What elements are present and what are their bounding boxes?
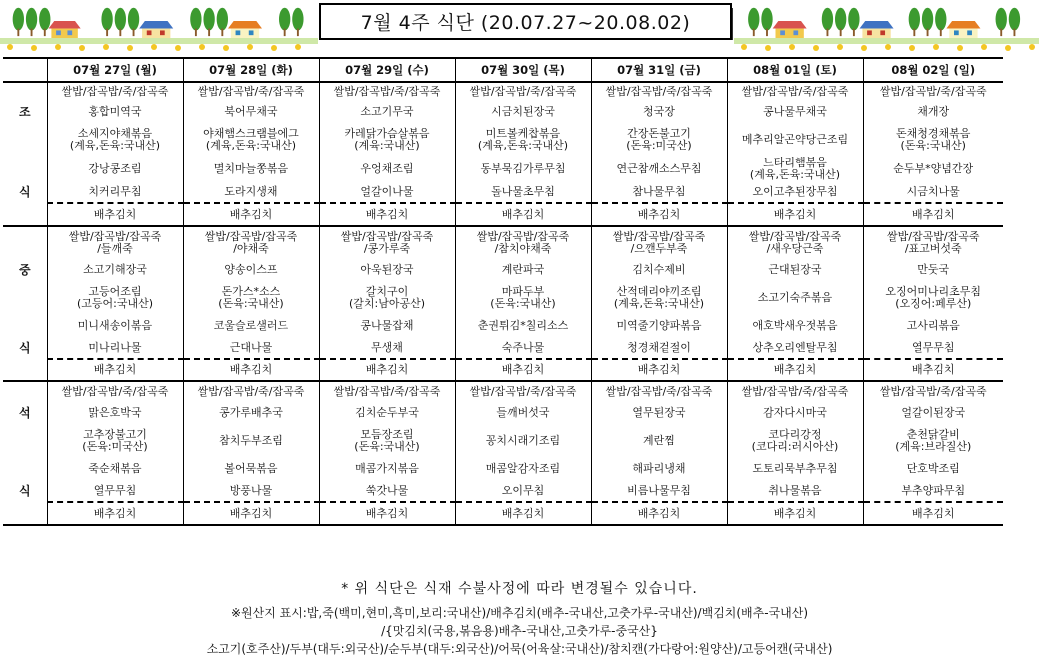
menu-item: 계란찜	[591, 424, 727, 458]
meal-label: 중	[18, 263, 31, 277]
menu-item: 쌀밥/잡곡밥/죽/잡곡죽	[47, 82, 183, 100]
menu-item: 아욱된장국	[319, 259, 455, 281]
menu-item: 오이무침	[455, 480, 591, 502]
menu-item: 미트볼케찹볶음 (계육,돈육:국내산)	[455, 123, 591, 157]
menu-item: 춘천닭갈비 (계육:브라질산)	[863, 424, 1003, 458]
menu-item: 배추김치	[727, 359, 863, 381]
menu-item: 도토리묵부추무침	[727, 458, 863, 480]
menu-item: 콩나물무채국	[727, 100, 863, 123]
menu-item: 배추김치	[591, 203, 727, 226]
menu-item: 우엉채조림	[319, 157, 455, 181]
menu-item: 배추김치	[319, 502, 455, 525]
menu-item: 죽순채볶음	[47, 458, 183, 480]
menu-item: 쌀밥/잡곡밥/잡곡죽 /야채죽	[183, 226, 319, 259]
menu-item: 콩가루배추국	[183, 401, 319, 424]
menu-row	[3, 424, 1003, 458]
meal-label-spacer	[3, 359, 47, 381]
menu-row	[3, 82, 1003, 100]
day-header-row	[3, 58, 1003, 82]
menu-item: 배추김치	[455, 359, 591, 381]
menu-item: 홍합미역국	[47, 100, 183, 123]
menu-item: 쌀밥/잡곡밥/잡곡죽 /새우당근죽	[727, 226, 863, 259]
menu-item: 숙주나물	[455, 337, 591, 359]
menu-item: 고추장불고기 (돈육:미국산)	[47, 424, 183, 458]
menu-item: 상추오리엔탈무침	[727, 337, 863, 359]
flower-ground-left	[0, 38, 318, 52]
meal-label-spacer	[3, 82, 47, 100]
menu-item: 연근참깨소스무침	[591, 157, 727, 181]
menu-item: 김치수제비	[591, 259, 727, 281]
menu-item: 방풍나물	[183, 480, 319, 502]
menu-item: 감자다시마국	[727, 401, 863, 424]
menu-item: 쌀밥/잡곡밥/죽/잡곡죽	[727, 82, 863, 100]
weekly-menu-table	[3, 57, 1003, 526]
menu-item: 소세지야채볶음 (계육,돈육:국내산)	[47, 123, 183, 157]
menu-row	[3, 281, 1003, 315]
menu-item: 얼갈이나물	[319, 181, 455, 203]
menu-item: 배추김치	[863, 359, 1003, 381]
menu-item: 미니새송이볶음	[47, 315, 183, 337]
menu-item: 돈채청경채볶음 (돈육:국내산)	[863, 123, 1003, 157]
menu-item: 코다리강정 (코다리:러시아산)	[727, 424, 863, 458]
menu-row	[3, 480, 1003, 502]
menu-item: 멸치마늘쫑볶음	[183, 157, 319, 181]
meal-label: 식	[18, 484, 31, 498]
menu-item: 미역줄기양파볶음	[591, 315, 727, 337]
menu-item: 꽁치시래기조림	[455, 424, 591, 458]
meal-label-spacer	[3, 226, 47, 259]
menu-item: 채개장	[863, 100, 1003, 123]
menu-item: 해파리냉채	[591, 458, 727, 480]
menu-item: 들깨버섯국	[455, 401, 591, 424]
menu-item: 취나물볶음	[727, 480, 863, 502]
menu-row	[3, 123, 1003, 157]
meal-label: 조	[18, 104, 31, 119]
trees-houses-decoration-right	[738, 4, 1034, 38]
menu-item: 김치순두부국	[319, 401, 455, 424]
menu-item: 쌀밥/잡곡밥/잡곡죽 /콩가루죽	[319, 226, 455, 259]
menu-item: 간장돈불고기 (돈육:미국산)	[591, 123, 727, 157]
menu-item: 맑은호박국	[47, 401, 183, 424]
menu-item: 마파두부 (돈육:국내산)	[455, 281, 591, 315]
menu-item: 참나물무침	[591, 181, 727, 203]
menu-item: 모듬장조림 (돈육:국내산)	[319, 424, 455, 458]
menu-item: 메추리알곤약당근조림	[727, 123, 863, 157]
menu-item: 북어무채국	[183, 100, 319, 123]
meal-label-spacer	[3, 157, 47, 181]
menu-item: 쌀밥/잡곡밥/죽/잡곡죽	[455, 381, 591, 401]
menu-item: 순두부*양념간장	[863, 157, 1003, 181]
meal-label-spacer	[3, 281, 47, 315]
menu-item: 배추김치	[319, 359, 455, 381]
change-notice: * 위 식단은 식재 수불사정에 따라 변경될수 있습니다.	[341, 581, 698, 597]
menu-item: 쌀밥/잡곡밥/죽/잡곡죽	[455, 82, 591, 100]
menu-item: 배추김치	[47, 502, 183, 525]
meal-label: 식	[18, 341, 31, 355]
menu-item: 콩나물잡채	[319, 315, 455, 337]
menu-item: 산적데리야끼조림 (계육,돈육:국내산)	[591, 281, 727, 315]
menu-row	[3, 502, 1003, 525]
day-header: 08월 02일 (일)	[863, 58, 1003, 82]
menu-item: 동부묵김가루무침	[455, 157, 591, 181]
menu-item: 소고기숙주볶음	[727, 281, 863, 315]
day-header: 07월 27일 (월)	[47, 58, 183, 82]
menu-item: 쌀밥/잡곡밥/잡곡죽 /들깨죽	[47, 226, 183, 259]
menu-item: 고등어조림 (고등어:국내산)	[47, 281, 183, 315]
menu-item: 애호박새우젓볶음	[727, 315, 863, 337]
menu-item: 단호박조림	[863, 458, 1003, 480]
menu-item: 미나리나물	[47, 337, 183, 359]
menu-item: 쌀밥/잡곡밥/죽/잡곡죽	[183, 381, 319, 401]
corner-cell	[3, 58, 47, 82]
menu-item: 배추김치	[863, 203, 1003, 226]
menu-item: 야채햄스크램블에그 (계육,돈육:국내산)	[183, 123, 319, 157]
menu-item: 볼어묵볶음	[183, 458, 319, 480]
meal-label-spacer	[3, 123, 47, 157]
menu-item: 소고기무국	[319, 100, 455, 123]
menu-item: 쌀밥/잡곡밥/잡곡죽 /으깬두부죽	[591, 226, 727, 259]
trees-houses-decoration-left	[2, 4, 318, 38]
menu-item: 열무된장국	[591, 401, 727, 424]
menu-row	[3, 315, 1003, 337]
origin-line: ※원산지 표시:밥,죽(백미,현미,흑미,보리:국내산)/배추김치(배추-국내산,고춧가루-국내산)/백김치(배추-국내산)	[230, 606, 809, 620]
menu-item: 쌀밥/잡곡밥/죽/잡곡죽	[727, 381, 863, 401]
menu-item: 비름나물무침	[591, 480, 727, 502]
menu-item: 양송이스프	[183, 259, 319, 281]
menu-item: 소고기해장국	[47, 259, 183, 281]
menu-row	[3, 359, 1003, 381]
meal-label: 식	[18, 185, 31, 199]
menu-item: 참치두부조림	[183, 424, 319, 458]
menu-item: 배추김치	[591, 502, 727, 525]
menu-item: 쌀밥/잡곡밥/죽/잡곡죽	[863, 82, 1003, 100]
flower-ground-right	[734, 38, 1039, 52]
menu-item: 오징어미나리초무침 (오징어:페루산)	[863, 281, 1003, 315]
origin-line: 소고기(호주산)/두부(대두:외국산)/순두부(대두:외국산)/어묵(어육살:국내산)/참치캔(가다랑어:원양산)/고등어캔(국내산)	[206, 642, 833, 656]
menu-item: 시금치된장국	[455, 100, 591, 123]
menu-item: 근대나물	[183, 337, 319, 359]
menu-item: 열무무침	[47, 480, 183, 502]
menu-item: 오이고추된장무침	[727, 181, 863, 203]
menu-item: 매콤가지볶음	[319, 458, 455, 480]
menu-item: 쌀밥/잡곡밥/죽/잡곡죽	[47, 381, 183, 401]
menu-item: 얼갈이된장국	[863, 401, 1003, 424]
menu-item: 배추김치	[47, 359, 183, 381]
meal-label-spacer	[3, 502, 47, 525]
meal-label: 석	[18, 405, 31, 420]
menu-item: 카레닭가슴살볶음 (계육:국내산)	[319, 123, 455, 157]
menu-row	[3, 226, 1003, 259]
menu-row	[3, 337, 1003, 359]
menu-row	[3, 401, 1003, 424]
day-header: 07월 28일 (화)	[183, 58, 319, 82]
menu-item: 배추김치	[183, 203, 319, 226]
menu-row	[3, 157, 1003, 181]
menu-row	[3, 100, 1003, 123]
menu-row	[3, 203, 1003, 226]
menu-item: 부추양파무침	[863, 480, 1003, 502]
menu-item: 갈치구이 (갈치:남아공산)	[319, 281, 455, 315]
page-title: 7월 4주 식단 (20.07.27~20.08.02)	[319, 3, 732, 40]
menu-item: 쌀밥/잡곡밥/죽/잡곡죽	[863, 381, 1003, 401]
meal-label-spacer	[3, 458, 47, 480]
header-banner	[0, 0, 1039, 56]
menu-item: 도라지생채	[183, 181, 319, 203]
menu-item: 고사리볶음	[863, 315, 1003, 337]
meal-label-spacer	[3, 203, 47, 226]
menu-row	[3, 181, 1003, 203]
menu-item: 배추김치	[727, 203, 863, 226]
menu-item: 쌀밥/잡곡밥/죽/잡곡죽	[591, 381, 727, 401]
menu-item: 시금치나물	[863, 181, 1003, 203]
day-header: 07월 31일 (금)	[591, 58, 727, 82]
menu-item: 쌀밥/잡곡밥/죽/잡곡죽	[319, 82, 455, 100]
menu-item: 쌀밥/잡곡밥/죽/잡곡죽	[183, 82, 319, 100]
menu-row	[3, 458, 1003, 480]
menu-item: 쑥갓나물	[319, 480, 455, 502]
origin-line: /{맛김치(국용,볶음용)배추-국내산,고춧가루-중국산}	[381, 624, 658, 638]
menu-item: 쌀밥/잡곡밥/죽/잡곡죽	[591, 82, 727, 100]
day-header: 08월 01일 (토)	[727, 58, 863, 82]
menu-item: 배추김치	[455, 502, 591, 525]
menu-item: 배추김치	[319, 203, 455, 226]
menu-item: 배추김치	[183, 359, 319, 381]
menu-item: 열무무침	[863, 337, 1003, 359]
menu-item: 춘권튀김*칠리소스	[455, 315, 591, 337]
menu-item: 근대된장국	[727, 259, 863, 281]
menu-item: 쌀밥/잡곡밥/잡곡죽 /참치야채죽	[455, 226, 591, 259]
menu-item: 무생채	[319, 337, 455, 359]
day-header: 07월 30일 (목)	[455, 58, 591, 82]
menu-item: 배추김치	[863, 502, 1003, 525]
menu-item: 쌀밥/잡곡밥/죽/잡곡죽	[319, 381, 455, 401]
menu-row	[3, 381, 1003, 401]
meal-label-spacer	[3, 315, 47, 337]
menu-item: 계란파국	[455, 259, 591, 281]
menu-item: 배추김치	[455, 203, 591, 226]
menu-item: 배추김치	[591, 359, 727, 381]
meal-label-spacer	[3, 424, 47, 458]
menu-item: 느타리햄볶음 (계육,돈육:국내산)	[727, 157, 863, 181]
menu-item: 쌀밥/잡곡밥/잡곡죽 /표고버섯죽	[863, 226, 1003, 259]
menu-item: 만둣국	[863, 259, 1003, 281]
menu-row	[3, 259, 1003, 281]
menu-item: 치커리무침	[47, 181, 183, 203]
menu-item: 돌나물초무침	[455, 181, 591, 203]
menu-item: 코울슬로샐러드	[183, 315, 319, 337]
menu-item: 강낭콩조림	[47, 157, 183, 181]
menu-item: 배추김치	[727, 502, 863, 525]
menu-item: 청경채겉절이	[591, 337, 727, 359]
day-header: 07월 29일 (수)	[319, 58, 455, 82]
menu-item: 배추김치	[47, 203, 183, 226]
meal-label-spacer	[3, 381, 47, 401]
menu-item: 매콤알감자조림	[455, 458, 591, 480]
menu-item: 배추김치	[183, 502, 319, 525]
menu-item: 청국장	[591, 100, 727, 123]
menu-item: 돈가스*소스 (돈육:국내산)	[183, 281, 319, 315]
